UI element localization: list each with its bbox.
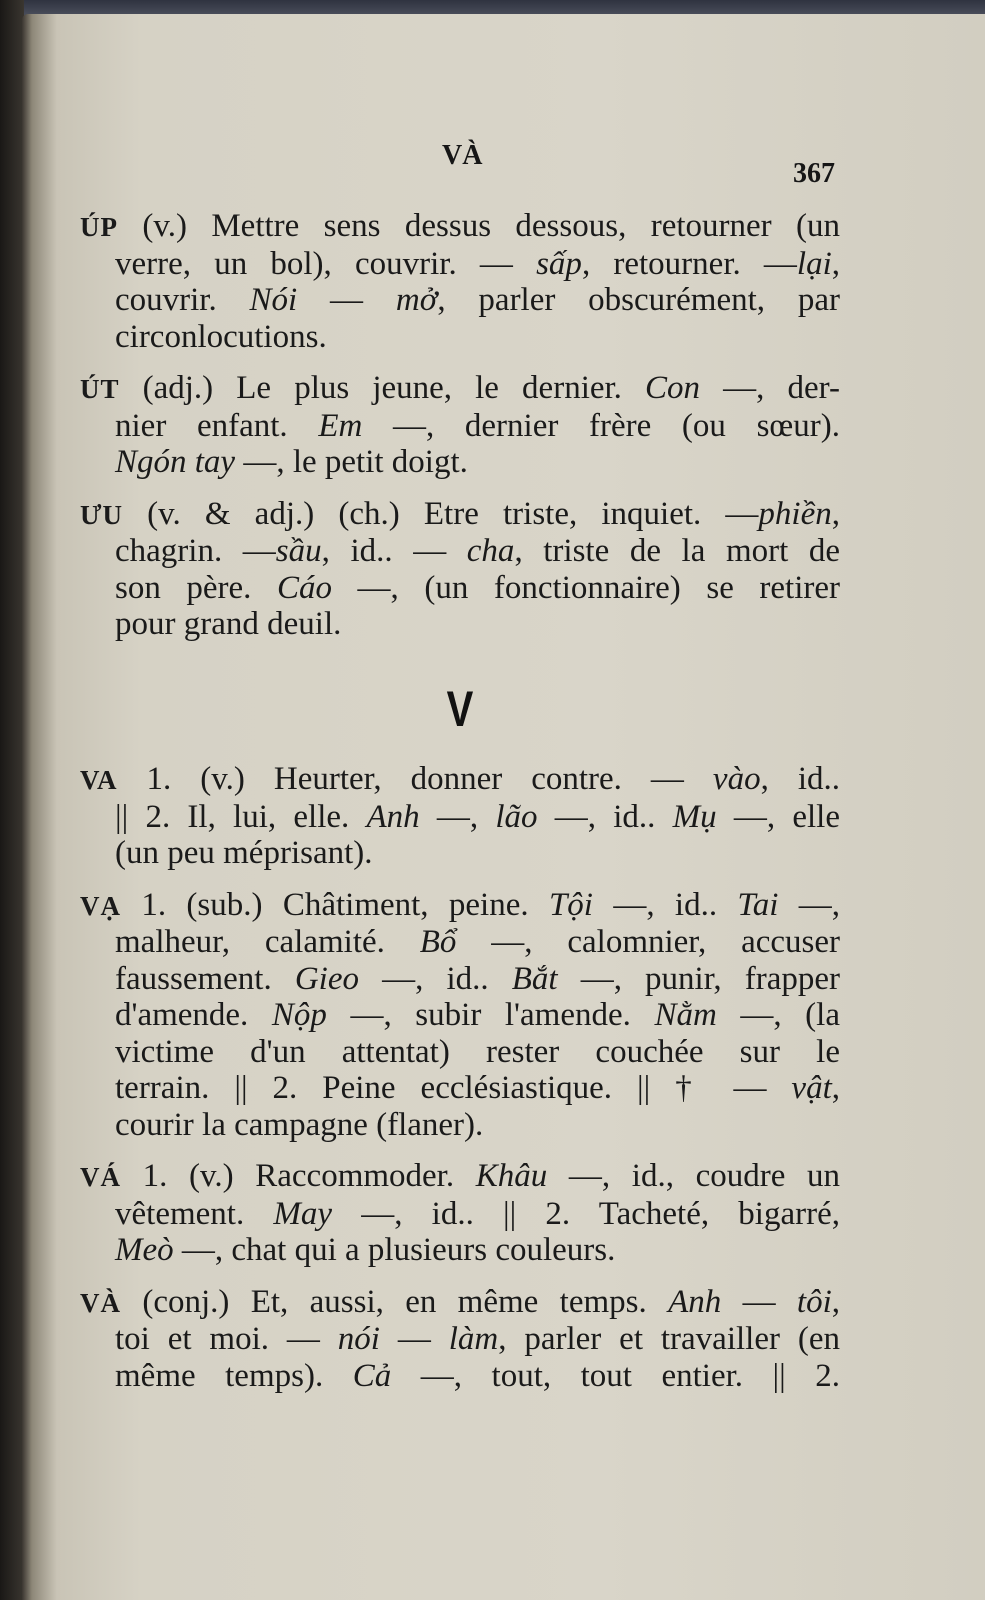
text-line xyxy=(80,924,840,961)
definition-text: (conj.) Et, aussi, en même temps. xyxy=(121,1283,669,1320)
definition-text: victime d'un attentat) rester couchée sur le xyxy=(115,1033,840,1070)
definition-text: courir la campagne (flaner). xyxy=(115,1106,484,1143)
definition-text: (un peu méprisant). xyxy=(115,835,373,871)
definition-text: , retourner. — xyxy=(581,245,797,282)
definition-text: chagrin. — xyxy=(115,533,276,569)
text-line xyxy=(80,835,840,872)
vietnamese-term: Tội xyxy=(548,886,593,923)
vietnamese-term: Anh xyxy=(668,1283,722,1320)
vietnamese-term: Cả xyxy=(352,1357,392,1394)
definition-text: d'amende. xyxy=(115,997,272,1033)
headword: VẠ xyxy=(80,890,121,921)
vietnamese-term: mở xyxy=(395,282,438,318)
definition-text: malheur, calamité. xyxy=(115,924,420,960)
dictionary-entry xyxy=(80,761,840,872)
definition-text: , id.. xyxy=(760,761,840,797)
definition-text: , xyxy=(831,245,841,282)
definition-text: terrain. || 2. Peine ecclésiastique. || † — xyxy=(115,1070,792,1106)
text-line xyxy=(80,246,840,283)
dictionary-body xyxy=(80,208,840,1409)
vietnamese-term: Khâu xyxy=(475,1158,548,1194)
vietnamese-term: Cáo xyxy=(276,569,332,606)
definition-text: vêtement. xyxy=(115,1195,274,1232)
vietnamese-term: cha xyxy=(466,533,515,569)
definition-text: pour grand deuil. xyxy=(115,606,342,642)
text-line xyxy=(80,1284,840,1322)
definition-text: —, calomnier, accuser xyxy=(456,924,840,960)
vietnamese-term: Con xyxy=(645,370,701,406)
definition-text: —, id.. xyxy=(358,960,512,997)
definition-text: , parler obscurément, par xyxy=(437,282,840,318)
text-line xyxy=(80,997,840,1034)
definition-text: (v.) Mettre sens dessus dessous, retourner (un xyxy=(118,208,840,244)
vietnamese-term: làm xyxy=(448,1321,499,1357)
definition-text: —, id.. xyxy=(537,798,673,835)
text-line xyxy=(80,208,840,246)
text-line xyxy=(80,1034,840,1071)
definition-text: — xyxy=(297,282,396,318)
text-line xyxy=(80,799,840,836)
text-line xyxy=(80,1070,840,1107)
headword: VÀ xyxy=(80,1287,121,1318)
vietnamese-term: sầu xyxy=(275,533,322,569)
definition-text: , xyxy=(831,1070,840,1106)
dictionary-entry xyxy=(80,887,840,1144)
definition-text: —, xyxy=(778,886,841,923)
headword: ÚT xyxy=(80,374,120,404)
definition-text: —, punir, frapper xyxy=(557,960,841,997)
definition-text: —, (la xyxy=(716,997,840,1033)
definition-text: —, le petit doigt. xyxy=(235,444,468,480)
dictionary-entry xyxy=(80,1284,840,1395)
text-line xyxy=(80,887,840,925)
dictionary-entry xyxy=(80,208,840,355)
definition-text: —, subir l'amende. xyxy=(326,997,655,1033)
headword: ƯU xyxy=(80,499,123,530)
definition-text: || 2. Il, lui, elle. xyxy=(115,798,367,835)
book-binding-edge xyxy=(0,0,24,1600)
definition-text: 1. (v.) Raccommoder. xyxy=(121,1158,476,1194)
vietnamese-term: lão xyxy=(495,798,538,835)
vietnamese-term: vật xyxy=(791,1070,832,1106)
definition-text: —, (un fonctionnaire) se retirer xyxy=(332,569,840,606)
vietnamese-term: Bắt xyxy=(511,960,558,997)
text-line xyxy=(80,533,840,570)
text-line xyxy=(80,282,840,319)
text-line xyxy=(80,1358,840,1395)
text-line xyxy=(80,319,840,356)
definition-text: son père. xyxy=(115,569,277,606)
vietnamese-term: Anh xyxy=(366,798,420,835)
vietnamese-term: Gieo xyxy=(294,960,359,997)
definition-text: — xyxy=(721,1283,797,1320)
definition-text: 1. (v.) Heurter, donner contre. — xyxy=(117,761,713,797)
definition-text: , id.. — xyxy=(321,533,467,569)
definition-text: toi et moi. — xyxy=(115,1321,338,1357)
definition-text: —, chat qui a plusieurs couleurs. xyxy=(173,1232,616,1268)
vietnamese-term: Mụ xyxy=(672,798,717,835)
text-line xyxy=(80,1158,840,1196)
definition-text: 1. (sub.) Châtiment, peine. xyxy=(121,886,549,923)
text-line xyxy=(80,1232,840,1269)
text-line xyxy=(80,408,840,445)
definition-text: (adj.) Le plus jeune, le dernier. xyxy=(119,370,646,406)
definition-text: —, id.. xyxy=(592,886,738,923)
definition-text: , triste de la mort de xyxy=(514,533,840,569)
vietnamese-term: Ngón tay xyxy=(115,444,236,480)
page-number: 367 xyxy=(793,158,835,189)
headword: VÁ xyxy=(80,1162,121,1192)
vietnamese-term: Nộp xyxy=(271,997,327,1033)
definition-text: (v. & adj.) (ch.) Etre triste, inquiet. — xyxy=(123,495,759,532)
vietnamese-term: Em xyxy=(318,407,363,444)
vietnamese-term: Nằm xyxy=(654,997,717,1033)
vietnamese-term: Nói xyxy=(249,282,298,318)
text-line xyxy=(80,961,840,998)
definition-text: , xyxy=(831,495,840,532)
text-line xyxy=(80,444,840,481)
definition-text: —, xyxy=(419,798,496,835)
headword: ÚP xyxy=(80,212,118,242)
definition-text: nier enfant. xyxy=(115,407,319,444)
vietnamese-term: sấp xyxy=(536,245,582,282)
definition-text: , xyxy=(831,1283,840,1320)
text-line xyxy=(80,761,840,799)
vietnamese-term: Tai xyxy=(737,886,779,923)
definition-text: — xyxy=(379,1321,449,1357)
vietnamese-term: tôi xyxy=(796,1283,832,1320)
vietnamese-term: May xyxy=(273,1195,333,1232)
section-letter-heading: V xyxy=(446,680,474,737)
definition-text: , parler et travailler (en xyxy=(498,1321,840,1357)
dictionary-entry xyxy=(80,496,840,643)
vietnamese-term: phiền xyxy=(758,495,832,532)
text-line xyxy=(80,570,840,607)
vietnamese-term: Meò xyxy=(115,1232,174,1268)
definition-text: couvrir. xyxy=(115,282,250,318)
definition-text: —, id.. || 2. Tacheté, bigarré, xyxy=(332,1195,840,1232)
text-line xyxy=(80,496,840,534)
definition-text: circonlocutions. xyxy=(115,318,327,355)
definition-text: verre, un bol), couvrir. — xyxy=(115,245,537,282)
definition-text: —, der- xyxy=(700,370,840,406)
definition-text: faussement. xyxy=(115,960,295,997)
text-line xyxy=(80,1107,840,1144)
vietnamese-term: Bổ xyxy=(419,924,457,960)
vietnamese-term: lại xyxy=(796,245,832,282)
text-line xyxy=(80,606,840,643)
vietnamese-term: nói xyxy=(337,1321,380,1357)
vietnamese-term: vào xyxy=(712,761,761,797)
definition-text: —, elle xyxy=(716,798,840,835)
definition-text: —, tout, tout entier. || 2. xyxy=(391,1357,841,1394)
running-head-word: VÀ xyxy=(442,140,483,171)
definition-text: —, dernier frère (ou sœur). xyxy=(362,407,840,444)
text-line xyxy=(80,1196,840,1233)
definition-text: —, id., coudre un xyxy=(547,1158,840,1194)
text-line xyxy=(80,1321,840,1358)
text-line xyxy=(80,370,840,408)
dictionary-entry xyxy=(80,1158,840,1269)
definition-text: même temps). xyxy=(115,1357,353,1394)
dictionary-entry xyxy=(80,370,840,481)
headword: VA xyxy=(80,765,118,795)
